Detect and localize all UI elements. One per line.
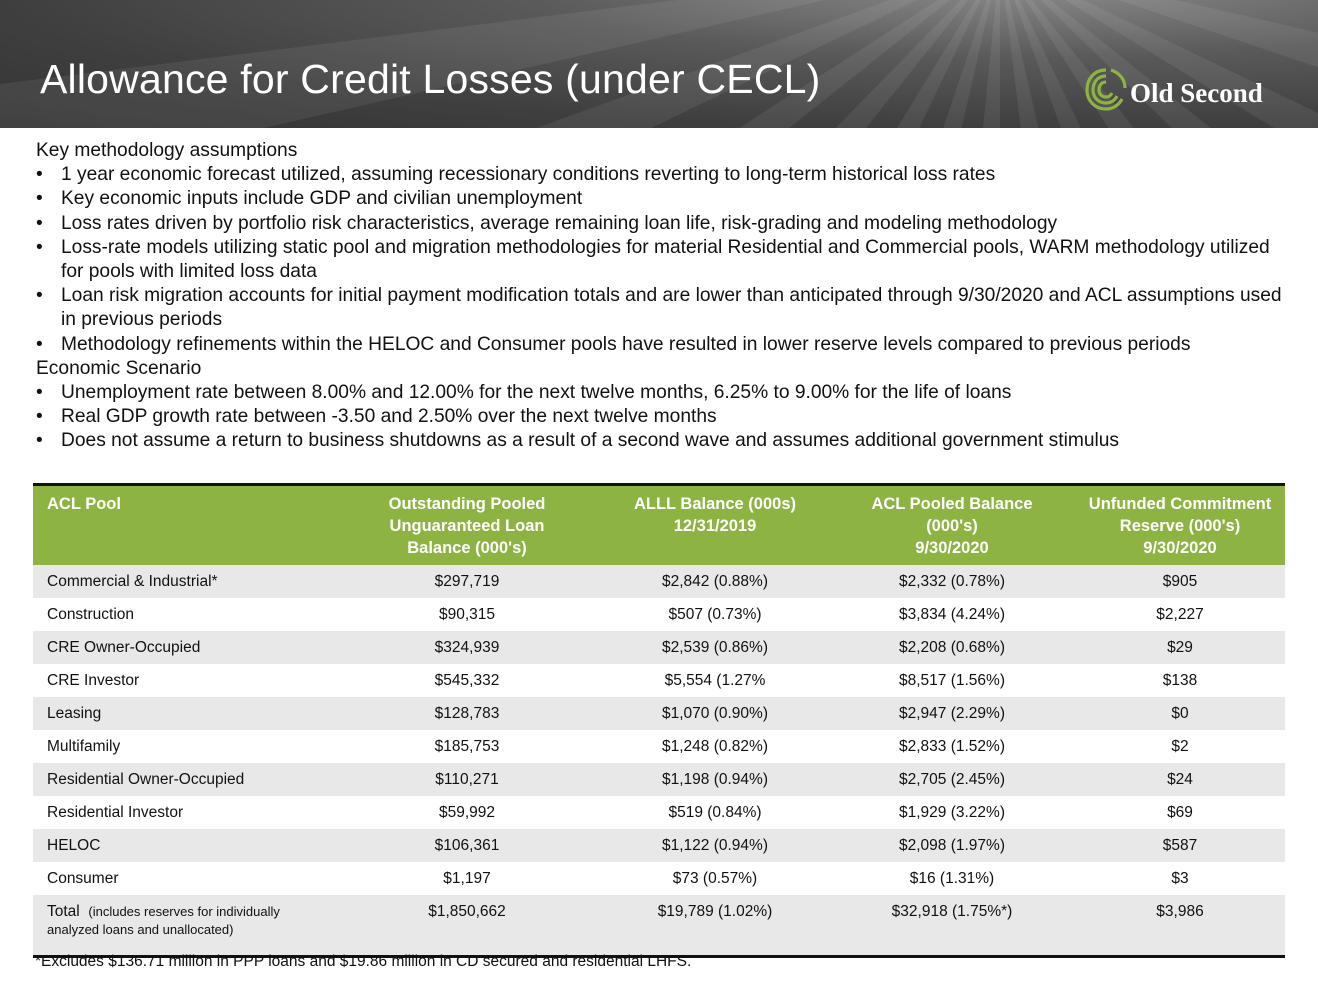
table-row: [33, 730, 1285, 763]
slide-title: Allowance for Credit Losses (under CECL): [40, 56, 821, 102]
cell-unfunded: $29: [1167, 638, 1193, 656]
cell-pool: HELOC: [47, 836, 101, 854]
cell-acl: $16 (1.31%): [909, 869, 995, 887]
cell-unfunded: $2: [1171, 737, 1189, 755]
total-note: (includes reserves for individually analyzed loans and unallocated): [47, 904, 280, 937]
table-row: [33, 862, 1285, 895]
cell-outstanding: $128,783: [434, 704, 500, 722]
cell-alll: $73 (0.57%): [672, 869, 758, 887]
header-line: (000's): [926, 517, 978, 535]
total-label: Total: [47, 903, 80, 920]
cell-unfunded: $3: [1171, 869, 1189, 887]
scenario-item: • Unemployment rate between 8.00% and 12.00% for the next twelve months, 6.25% to 9.00% for the life of loans: [36, 381, 1286, 405]
scenario-item: • Real GDP growth rate between -3.50 and 2.50% over the next twelve months: [36, 405, 1286, 429]
cell-pool: CRE Owner-Occupied: [47, 638, 201, 656]
methodology-list: [36, 163, 1286, 357]
total-row: [33, 895, 1285, 957]
cell-acl: $2,833 (1.52%): [899, 737, 1005, 755]
header-line: 9/30/2020: [915, 539, 989, 557]
cell-alll: $1,198 (0.94%): [662, 770, 768, 788]
cell-pool: Leasing: [47, 704, 102, 722]
header-outstanding-balance: [333, 485, 601, 566]
methodology-item: • Loan risk migration accounts for initial payment modification totals and are lower than anticipated through 9/30/2020 and ACL assumptions used in previous periods: [36, 284, 1286, 332]
header-line: Balance (000's): [407, 539, 527, 557]
cell-outstanding: $1,197: [443, 869, 491, 887]
cell-pool: Construction: [47, 605, 135, 623]
logo-wordmark: Old Second: [1130, 78, 1263, 108]
table-header-row: [33, 485, 1285, 566]
cell-pool: Multifamily: [47, 737, 121, 755]
header-line: Unfunded Commitment: [1088, 495, 1272, 513]
footnote: *Excludes $136.71 million in PPP loans and $19.86 million in CD secured and residential LHFS.: [35, 953, 692, 970]
table-row: [33, 664, 1285, 697]
scenario-heading: Economic Scenario: [36, 357, 202, 379]
cell-acl: $32,918 (1.75%*): [829, 895, 1075, 957]
methodology-item: • Loss-rate models utilizing static pool and migration methodologies for material Residential and Commercial pools, WARM methodology utilized for pools with limited loss data: [36, 236, 1286, 284]
cell-unfunded: $905: [1162, 572, 1198, 590]
table-row: [33, 631, 1285, 664]
header-line: Outstanding Pooled: [388, 495, 546, 513]
cell-unfunded: $587: [1162, 836, 1198, 854]
table-row: [33, 598, 1285, 631]
header-line: ACL Pooled Balance: [871, 495, 1033, 513]
acl-table: [33, 483, 1285, 958]
cell-pool: Consumer: [47, 869, 119, 887]
cell-alll: $2,842 (0.88%): [662, 572, 768, 590]
cell-unfunded: $24: [1167, 770, 1193, 788]
cell-outstanding: $185,753: [434, 737, 500, 755]
cell-pool: Residential Owner-Occupied: [47, 770, 245, 788]
header-unfunded-reserve: [1075, 485, 1285, 566]
cell-unfunded: $0: [1171, 704, 1189, 722]
header-alll-balance: [601, 485, 829, 566]
cell-unfunded: $2,227: [1156, 605, 1204, 623]
header-line: 12/31/2019: [673, 517, 757, 535]
cell-alll: $519 (0.84%): [668, 803, 762, 821]
cell-alll: $1,248 (0.82%): [662, 737, 768, 755]
cell-alll: $5,554 (1.27%: [664, 671, 766, 689]
methodology-item: • Loss rates driven by portfolio risk characteristics, average remaining loan life, risk-grading and modeling methodology: [36, 212, 1286, 236]
slide-header: [0, 0, 1318, 128]
cell-outstanding: $1,850,662: [333, 895, 601, 957]
table-row: [33, 697, 1285, 730]
methodology-item: • Methodology refinements within the HELOC and Consumer pools have resulted in lower reserve levels compared to previous periods: [36, 333, 1286, 357]
scenario-list: [36, 381, 1286, 454]
cell-unfunded: $138: [1162, 671, 1198, 689]
cell-acl: $1,929 (3.22%): [899, 803, 1005, 821]
cell-outstanding: $110,271: [435, 770, 499, 788]
cell-outstanding: $59,992: [438, 803, 496, 821]
header-line: 9/30/2020: [1143, 539, 1217, 557]
scenario-item: • Does not assume a return to business shutdowns as a result of a second wave and assumes additional government stimulus: [36, 429, 1286, 453]
table-row: [33, 796, 1285, 829]
cell-pool: Commercial & Industrial*: [47, 572, 218, 590]
header-line: ALLL Balance (000s): [633, 495, 796, 513]
cell-outstanding: $297,719: [434, 572, 500, 590]
cell-outstanding: $545,332: [434, 671, 500, 689]
cell-alll: $1,122 (0.94%): [662, 836, 768, 854]
cell-unfunded: $69: [1167, 803, 1193, 821]
assumptions-text: [36, 139, 1286, 454]
cell-alll: $507 (0.73%): [668, 605, 762, 623]
cell-alll: $2,539 (0.86%): [662, 638, 768, 656]
cell-total-pool: [33, 895, 333, 957]
methodology-item: • Key economic inputs include GDP and civilian unemployment: [36, 187, 1286, 211]
cell-acl: $2,098 (1.97%): [899, 836, 1005, 854]
header-line: Reserve (000's): [1119, 517, 1241, 535]
cell-acl: $2,947 (2.29%): [899, 704, 1005, 722]
table-row: [33, 763, 1285, 796]
header-acl-balance: [829, 485, 1075, 566]
header-line: Unguaranteed Loan: [389, 517, 545, 535]
table-row: [33, 565, 1285, 598]
cell-alll: $19,789 (1.02%): [601, 895, 829, 957]
old-second-logo-icon: [1082, 64, 1130, 114]
cell-acl: $2,705 (2.45%): [899, 770, 1005, 788]
cell-pool: CRE Investor: [47, 671, 140, 689]
cell-outstanding: $324,939: [434, 638, 500, 656]
cell-outstanding: $90,315: [438, 605, 496, 623]
cell-acl: $3,834 (4.24%): [899, 605, 1005, 623]
cell-unfunded: $3,986: [1075, 895, 1285, 957]
header-acl-pool: ACL Pool: [33, 485, 333, 566]
cell-acl: $8,517 (1.56%): [899, 671, 1005, 689]
methodology-item: • 1 year economic forecast utilized, assuming recessionary conditions reverting to long-term historical loss rates: [36, 163, 1286, 187]
cell-pool: Residential Investor: [47, 803, 184, 821]
methodology-heading: Key methodology assumptions: [36, 140, 298, 161]
cell-acl: $2,208 (0.68%): [899, 638, 1005, 656]
cell-acl: $2,332 (0.78%): [899, 572, 1005, 590]
cell-alll: $1,070 (0.90%): [662, 704, 768, 722]
table-row: [33, 829, 1285, 862]
cell-outstanding: $106,361: [434, 836, 500, 854]
